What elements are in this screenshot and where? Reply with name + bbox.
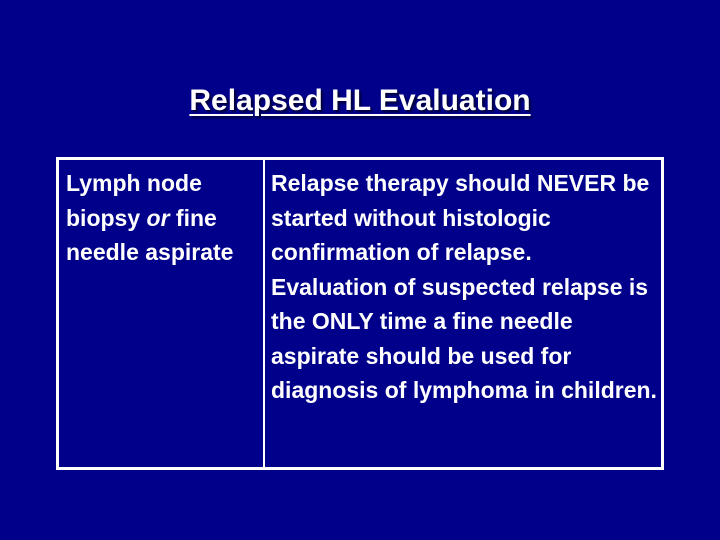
- table-cell-guidance: [265, 160, 661, 467]
- table-cell-procedure: [59, 160, 265, 467]
- slide-title: Relapsed HL Evaluation: [189, 84, 531, 117]
- procedure-text-start: Lymph node biopsy: [66, 170, 202, 231]
- procedure-text-end: fine needle aspirate: [66, 204, 234, 265]
- guidance-paragraph-1: Relapse therapy should NEVER be started without histologic confirmation of relapse.: [271, 170, 650, 265]
- content-table: [56, 157, 664, 470]
- guidance-paragraph-2: Evaluation of suspected relapse is the ONLY time a fine needle aspirate should be used for diagnosis of lymphoma in children.: [271, 273, 657, 403]
- procedure-text-italic: or: [146, 204, 170, 231]
